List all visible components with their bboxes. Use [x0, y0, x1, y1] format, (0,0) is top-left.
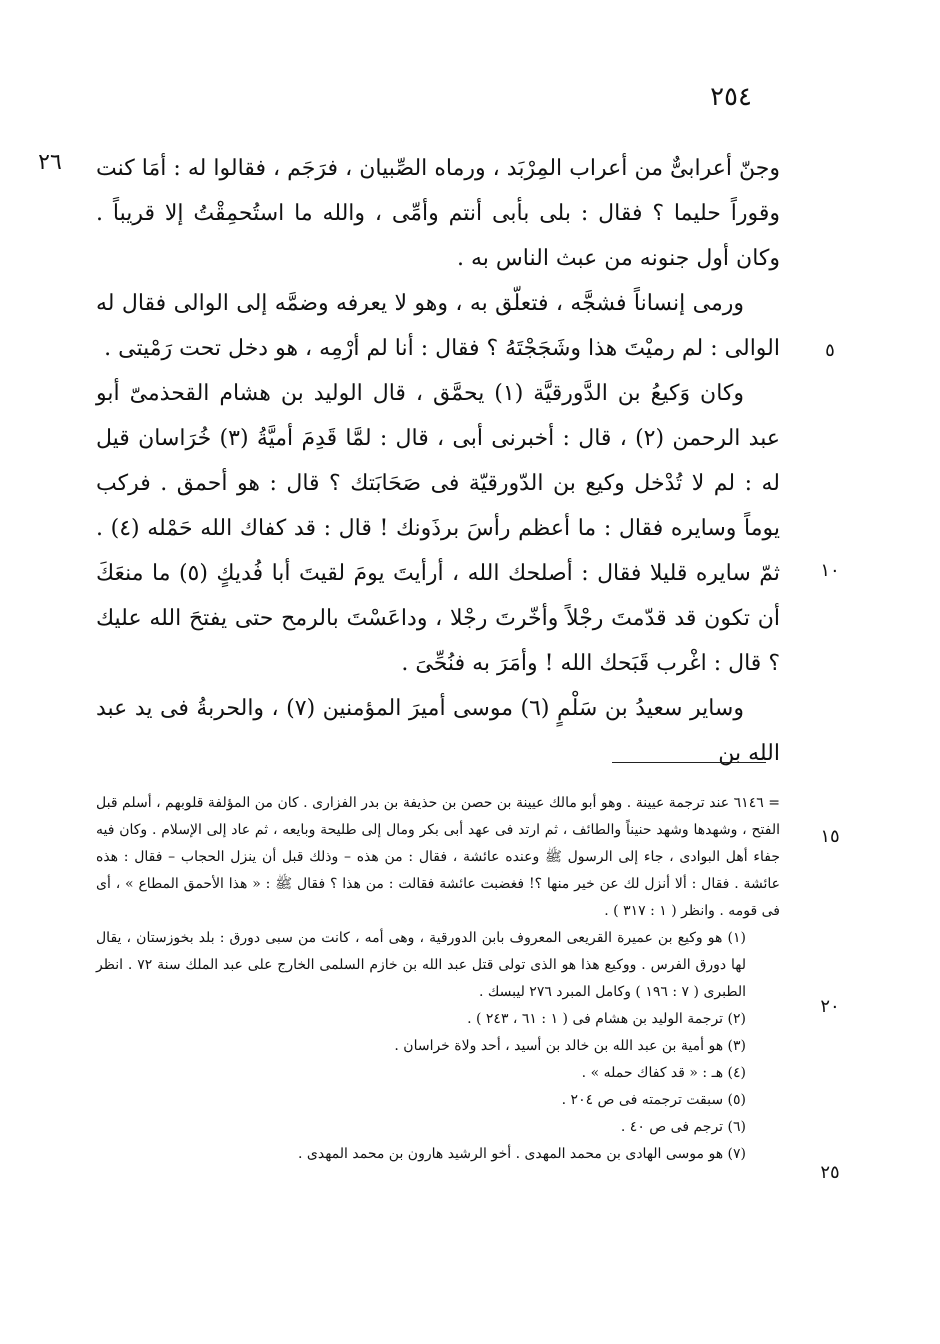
footnote-4: (٤) هـ : « قد كفاك حمله » .: [581, 1065, 746, 1081]
footnote-5: (٥) سبقت ترجمته فى ص ٢٠٤ .: [561, 1092, 746, 1108]
footnote-separator: [612, 762, 766, 763]
footnote-6: (٦) ترجم فى ص ٤٠ .: [620, 1119, 746, 1135]
main-text: [96, 146, 780, 776]
footnote-2: (٢) ترجمة الوليد بن هشام فى ( ١ : ٦١ ، ٢٤٣ ) .: [467, 1011, 746, 1027]
line-number-15: ١٥: [820, 826, 840, 847]
paragraph-stone-throw: ورمى إنساناً فشجَّه ، فتعلّق به ، وهو لا يعرفه وضمَّه إلى الوالى فقال له الوالى : لم رميْتَ هذا وشَجَجْتَهُ ؟ فقال : أنا لم أرْمِه ، هو دخل تحت رَمْيتى .: [96, 291, 780, 361]
footnote-7: (٧) هو موسى الهادى بن محمد المهدى . أخو الرشيد هارون بن محمد المهدى .: [298, 1146, 746, 1162]
line-number-10: ١٠: [820, 560, 840, 581]
footnote-continued: = ٦١٤٦ عند ترجمة عيينة . وهو أبو مالك عيينة بن حصن بن حذيفة بن بدر الفزارى . كان من المؤلفة قلوبهم ، أسلم قبل الفتح ، وشهدها وشهد حنيناً والطائف ، ثم ارتد فى عهد أبى بكر ومال إلى طليحة وبايعه ، ثم عاد إلى الإسلام . وكان فيه جفاء أهل البوادى ، جاء إلى الرسول ﷺ وعنده عائشة ، فقال : من هذه – وذلك قبل أن ينزل الحجاب – فقال : هذه عائشة . فقال : ألا أنزل لك عن خير منها ؟! فغضبت عائشة فقالت : من هذا ؟ فقال ﷺ : « هذا الأحمق المطاع » ، أى فى قومه . وانظر ( ١ : ٣١٧ ) .: [96, 795, 780, 919]
line-number-5: ٥: [825, 340, 835, 361]
page-number: ٢٥٤: [710, 82, 752, 112]
footnote-3: (٣) هو أمية بن عبد الله بن خالد بن أسيد ، أحد ولاة خراسان .: [394, 1038, 746, 1054]
margin-number-top: ٢٦: [38, 150, 62, 175]
line-number-20: ٢٠: [820, 996, 840, 1017]
footnote-1: (١) هو وكيع بن عميرة القريعى المعروف بابن الدورقية ، وهى أمه ، كانت من سبى دورق : بلد بخوزستان ، يقال لها دورق الفرس . ووكيع هذا هو الذى تولى قتل عبد الله بن خازم السلمى الخارج على عبد الملك سنة ٧٢ . انظر الطبرى ( ٧ : ١٩٦ ) وكامل المبرد ٢٧٦ ليبسك .: [96, 930, 746, 1000]
paragraph-wakie: وكان وَكيعُ بن الدَّورقيَّة (١) يحمَّق ، قال الوليد بن هشام القحذمىّ أبو عبد الرحمن (٢) ، قال : أخبرنى أبى ، قال : لمَّا قَدِمَ أميَّةُ (٣) خُرَاسان قيل له : لم لا تُدْخل وكيع بن الدّورقيّة فى صَحَابَتك ؟ قال : هو أحمق . فركب يوماً وسايره فقال : ما أعظم رأسَ برذَونك ! قال : قد كفاك الله حَمْله (٤) . ثمّ سايره قليلا فقال : أصلحك الله ، أرأيتَ يومَ لقيتَ أبا فُديكٍ (٥) ما منعَكَ أن تكون قد قدّمتَ رجْلاً وأخّرتَ رجْلا ، وداعَسْتَ بالرمح حتى يفتحَ الله عليك ؟ قال : اغْرب قَبَحك الله ! وأمَرَ به فنُحِّىَ .: [96, 381, 780, 676]
paragraph-majnun-arabi: وجنّ أعرابىٌّ من أعراب المِرْبَد ، ورماه الصِّبيان ، فرَجَم ، فقالوا له : أمَا كنت وقوراً حليما ؟ فقال : بلى بأبى أنتم وأمِّى ، والله ما استُحمِقْتُ إلا قريباً . وكان أول جنونه من عبث الناس به .: [96, 156, 780, 271]
line-number-25: ٢٥: [820, 1162, 840, 1183]
paragraph-said-bin-salm: وساير سعيدُ بن سَلْمٍ (٦) موسى أميرَ المؤمنين (٧) ، والحربةُ فى يد عبد الله بن: [96, 696, 780, 766]
footnotes: [96, 790, 780, 1168]
